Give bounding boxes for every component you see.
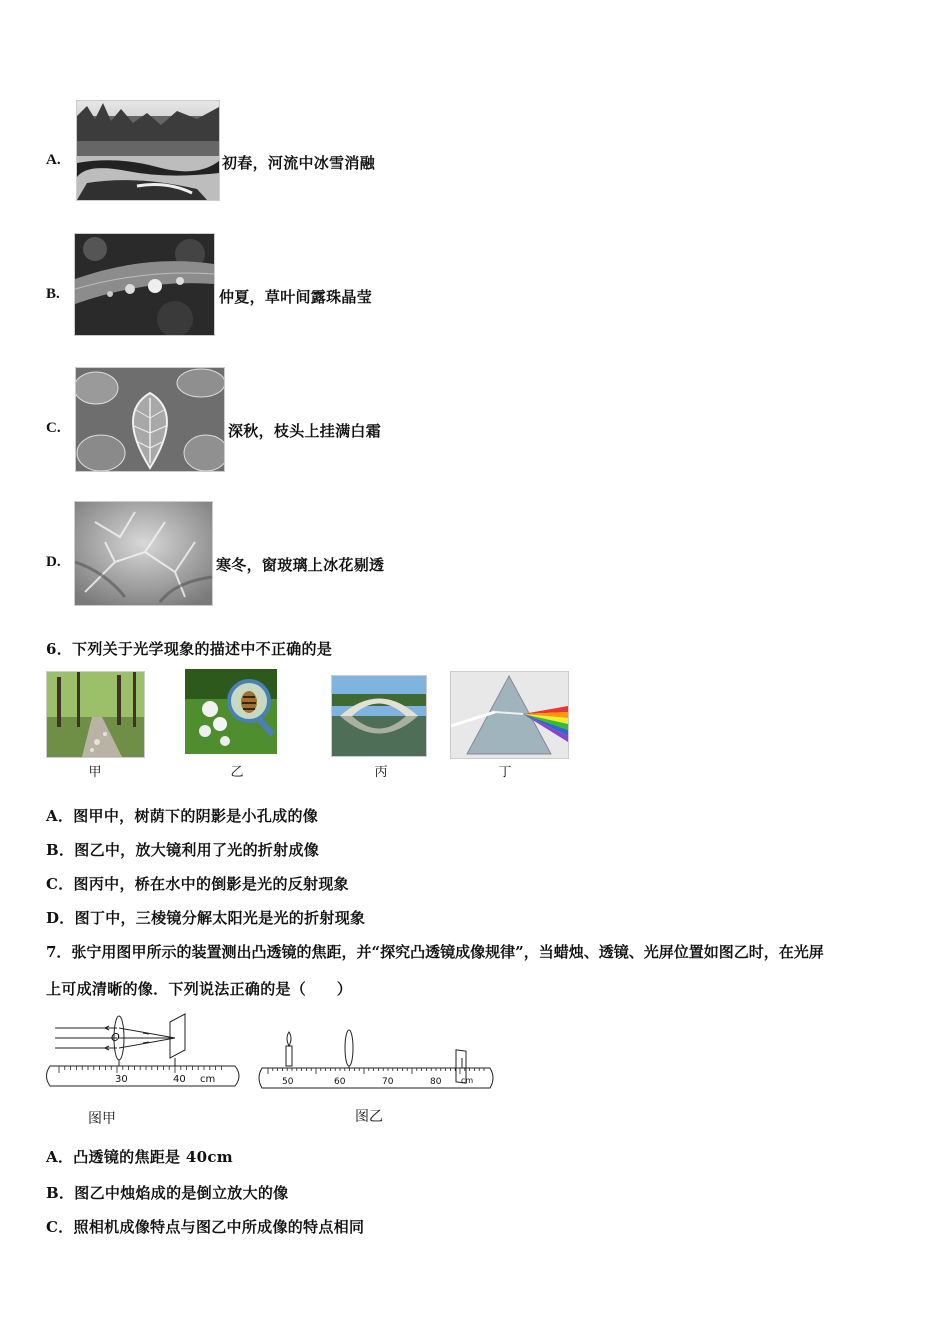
tick-label: 30 [115, 1074, 128, 1085]
optical-center-label: O [111, 1031, 120, 1044]
question-7-stem-line1: 7．张宁用图甲所示的装置测出凸透镜的焦距，并“探究凸透镜成像规律”，当蜡烛、透镜、光屏位置如图乙时，在光屏 [46, 943, 824, 961]
magnifier-bee-photo [185, 669, 277, 754]
unit-label: cm [200, 1074, 216, 1085]
q7-option-c: C．照相机成像特点与图乙中所成像的特点相同 [46, 1218, 365, 1236]
tick-label: 50 [282, 1077, 294, 1087]
option-text: 初春，河流中冰雪消融 [222, 154, 376, 172]
figure-caption-yi: 乙 [230, 765, 244, 780]
figure-caption-ding: 丁 [498, 765, 512, 780]
q6-option-c: C．图丙中，桥在水中的倒影是光的反射现象 [46, 875, 349, 893]
option-letter: D. [46, 554, 61, 570]
tick-label: 40 [173, 1074, 186, 1085]
figure-caption-bing: 丙 [374, 765, 388, 780]
tick-label: 60 [334, 1077, 346, 1087]
question-7-stem-line2: 上可成清晰的像．下列说法正确的是（ ） [46, 980, 353, 998]
bridge-reflection-photo [331, 675, 427, 757]
optical-bench-diagram [258, 1018, 498, 1098]
question-6-stem: 6．下列关于光学现象的描述中不正确的是 [46, 640, 333, 658]
focal-length-diagram [45, 1008, 245, 1108]
q7-option-a: A．凸透镜的焦距是 40cm [46, 1148, 233, 1166]
figure-caption-jia: 甲 [88, 765, 102, 780]
tick-label: 70 [382, 1077, 394, 1087]
option-text: 寒冬，窗玻璃上冰花剔透 [216, 556, 385, 574]
option-text: 仲夏，草叶间露珠晶莹 [219, 288, 373, 306]
window-frost-photo [74, 501, 213, 606]
q6-option-a: A．图甲中，树荫下的阴影是小孔成的像 [46, 807, 319, 825]
q6-option-d: D．图丁中，三棱镜分解太阳光是光的折射现象 [46, 909, 366, 927]
option-letter: B. [46, 286, 60, 302]
figure-caption-fig-yi: 图乙 [355, 1109, 383, 1125]
option-letter: A. [46, 152, 61, 168]
option-text: 深秋，枝头上挂满白霜 [228, 422, 382, 440]
river-ice-photo [76, 100, 220, 201]
option-letter: C. [46, 420, 61, 436]
tree-shade-photo [46, 671, 145, 758]
prism-spectrum-photo [450, 671, 569, 759]
figure-caption-fig-jia: 图甲 [88, 1111, 116, 1127]
tick-label: 80 [430, 1077, 442, 1087]
frost-leaf-photo [75, 367, 225, 472]
q6-option-b: B．图乙中，放大镜利用了光的折射成像 [46, 841, 320, 859]
q7-option-b: B．图乙中烛焰成的是倒立放大的像 [46, 1184, 289, 1202]
dew-leaf-photo [74, 233, 215, 336]
unit-label: cm [461, 1076, 474, 1085]
